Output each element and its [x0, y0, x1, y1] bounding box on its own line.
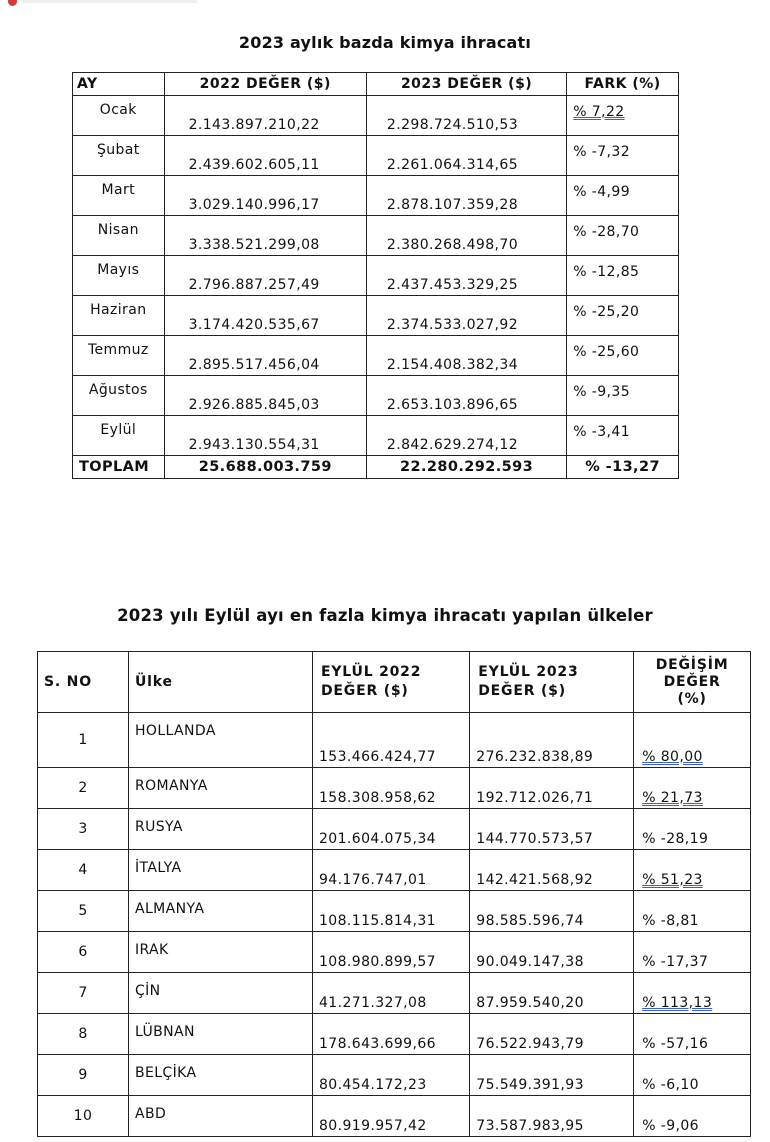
country-cell-text: RUSYA — [134, 819, 183, 835]
change-cell-text: % -17,37 — [642, 954, 709, 970]
serial-no-cell — [38, 850, 129, 891]
country-cell-text: LÜBNAN — [134, 1024, 195, 1040]
value-sept-2023-cell — [470, 932, 634, 973]
header-month: AY — [73, 73, 165, 96]
header-2023-value: 2023 DEĞER ($) — [366, 73, 566, 96]
header-change-line1: DEĞİŞİM — [655, 656, 729, 673]
table-row — [38, 932, 751, 973]
table-row — [73, 416, 679, 456]
difference-cell — [567, 256, 679, 296]
value-sept-2023-cell-text: 192.712.026,71 — [476, 790, 594, 806]
value-sept-2022-cell-text: 108.115.814,31 — [319, 913, 436, 929]
month-cell-text: Nisan — [97, 222, 139, 238]
value-sept-2022-cell — [313, 973, 470, 1014]
value-2023-cell — [366, 176, 566, 216]
total-2022: 25.688.003.759 — [164, 456, 366, 479]
month-cell — [73, 136, 165, 176]
change-cell-text: % -57,16 — [642, 1036, 709, 1052]
country-cell — [128, 973, 312, 1014]
value-2023-cell — [366, 256, 566, 296]
value-2023-cell — [366, 96, 566, 136]
value-2022-cell-text: 2.439.602.605,11 — [188, 157, 320, 173]
value-2022-cell-text: 2.926.885.845,03 — [188, 397, 320, 413]
header-sept-2022 — [313, 652, 470, 713]
value-sept-2022-cell — [313, 1014, 470, 1055]
country-cell — [128, 1055, 312, 1096]
table-row — [73, 256, 679, 296]
value-sept-2022-cell — [313, 1055, 470, 1096]
value-sept-2022-cell — [313, 768, 470, 809]
difference-cell-text: % -3,41 — [573, 424, 631, 440]
change-cell — [634, 809, 751, 850]
header-change — [634, 652, 751, 713]
serial-no-cell — [38, 1055, 129, 1096]
change-cell — [634, 1014, 751, 1055]
difference-cell-text: % -25,20 — [573, 304, 640, 320]
month-cell-text: Ocak — [99, 102, 137, 118]
value-2023-cell-text: 2.298.724.510,53 — [386, 117, 519, 133]
value-sept-2022-cell-text: 153.466.424,77 — [319, 749, 436, 765]
country-cell-text: ALMANYA — [134, 901, 205, 917]
value-2022-cell-text: 2.895.517.456,04 — [188, 357, 320, 373]
serial-no-cell-text: 3 — [78, 821, 88, 837]
value-2022-cell — [164, 136, 366, 176]
value-2022-cell-text: 3.174.420.535,67 — [188, 317, 320, 333]
change-cell-text: % -8,81 — [642, 913, 699, 929]
difference-cell — [567, 376, 679, 416]
value-sept-2022-cell-text: 201.604.075,34 — [319, 831, 436, 847]
table1-title: 2023 aylık bazda kimya ihracatı — [238, 33, 532, 52]
country-cell-text: HOLLANDA — [134, 723, 216, 739]
logo-mark — [8, 0, 198, 6]
difference-cell — [567, 416, 679, 456]
total-2023: 22.280.292.593 — [366, 456, 566, 479]
value-2023-cell-text: 2.261.064.314,65 — [386, 157, 519, 173]
month-cell — [73, 416, 165, 456]
value-sept-2023-cell-text: 144.770.573,57 — [476, 831, 594, 847]
header-country: Ülke — [128, 652, 312, 713]
header-change-line3: (%) — [677, 690, 707, 707]
value-sept-2022-cell — [313, 1096, 470, 1137]
value-sept-2023-cell-text: 76.522.943,79 — [476, 1036, 584, 1052]
month-cell — [73, 216, 165, 256]
country-export-table — [37, 651, 751, 1137]
value-2022-cell — [164, 416, 366, 456]
change-cell — [634, 932, 751, 973]
header-difference: FARK (%) — [567, 73, 679, 96]
serial-no-cell — [38, 1014, 129, 1055]
serial-no-cell-text: 7 — [78, 985, 88, 1001]
logo-dot-icon — [8, 0, 17, 6]
change-cell — [634, 713, 751, 768]
difference-cell-text: % -28,70 — [573, 224, 640, 240]
table-row — [38, 1055, 751, 1096]
country-cell — [128, 768, 312, 809]
serial-no-cell-text: 1 — [78, 732, 88, 748]
value-sept-2023-cell — [470, 713, 634, 768]
table-row — [73, 96, 679, 136]
serial-no-cell — [38, 973, 129, 1014]
serial-no-cell-text: 8 — [78, 1026, 88, 1042]
total-label: TOPLAM — [73, 456, 165, 479]
month-cell — [73, 96, 165, 136]
country-cell — [128, 713, 312, 768]
value-2022-cell — [164, 256, 366, 296]
value-sept-2022-cell-text: 80.919.957,42 — [319, 1118, 427, 1134]
change-cell-text: % 80,00 — [642, 749, 703, 765]
country-cell — [128, 932, 312, 973]
table-row — [38, 850, 751, 891]
value-sept-2023-cell-text: 98.585.596,74 — [476, 913, 584, 929]
total-row — [73, 456, 679, 479]
table-row — [73, 296, 679, 336]
month-cell — [73, 176, 165, 216]
month-cell-text: Mart — [101, 182, 136, 198]
country-cell — [128, 1014, 312, 1055]
logo-text-line — [22, 0, 197, 3]
difference-cell-text: % 7,22 — [573, 104, 625, 120]
serial-no-cell — [38, 768, 129, 809]
value-sept-2023-cell-text: 142.421.568,92 — [476, 872, 594, 888]
serial-no-cell-text: 2 — [78, 780, 88, 796]
header-sept-2022-line1: EYLÜL 2022 — [321, 664, 422, 680]
difference-cell — [567, 96, 679, 136]
country-cell-text: IRAK — [134, 942, 169, 958]
header-serial-no: S. NO — [38, 652, 129, 713]
change-cell — [634, 1096, 751, 1137]
difference-cell — [567, 296, 679, 336]
value-sept-2022-cell — [313, 850, 470, 891]
table-row — [73, 336, 679, 376]
value-2023-cell — [366, 376, 566, 416]
value-2022-cell — [164, 216, 366, 256]
value-2022-cell — [164, 96, 366, 136]
value-sept-2023-cell — [470, 973, 634, 1014]
value-sept-2022-cell — [313, 891, 470, 932]
country-cell-text: İTALYA — [134, 860, 182, 876]
table-row — [38, 809, 751, 850]
table-row — [73, 376, 679, 416]
header-sept-2023-line1: EYLÜL 2023 — [478, 664, 579, 680]
serial-no-cell — [38, 932, 129, 973]
month-cell — [73, 376, 165, 416]
change-cell — [634, 891, 751, 932]
country-cell-text: BELÇİKA — [134, 1065, 197, 1081]
change-cell — [634, 850, 751, 891]
monthly-export-table — [72, 72, 679, 479]
value-2023-cell — [366, 216, 566, 256]
value-sept-2022-cell-text: 94.176.747,01 — [319, 872, 427, 888]
serial-no-cell-text: 4 — [78, 862, 88, 878]
value-2023-cell — [366, 336, 566, 376]
difference-cell — [567, 216, 679, 256]
change-cell-text: % -6,10 — [642, 1077, 699, 1093]
month-cell — [73, 256, 165, 296]
value-sept-2023-cell-text: 276.232.838,89 — [476, 749, 594, 765]
month-cell — [73, 296, 165, 336]
table-row — [38, 713, 751, 768]
change-cell-text: % 21,73 — [642, 790, 703, 806]
change-cell-text: % 51,23 — [642, 872, 703, 888]
table-row — [38, 768, 751, 809]
value-2023-cell — [366, 416, 566, 456]
table-row — [38, 1096, 751, 1137]
table2-title: 2023 yılı Eylül ayı en fazla kimya ihracatı yapılan ülkeler — [117, 606, 653, 625]
value-sept-2022-cell-text: 108.980.899,57 — [319, 954, 436, 970]
value-2022-cell — [164, 296, 366, 336]
table-row — [73, 216, 679, 256]
value-sept-2022-cell-text: 80.454.172,23 — [319, 1077, 427, 1093]
month-cell-text: Şubat — [96, 142, 140, 158]
header-sept-2023 — [470, 652, 634, 713]
table-header-row — [73, 73, 679, 96]
change-cell — [634, 1055, 751, 1096]
value-sept-2022-cell — [313, 713, 470, 768]
difference-cell-text: % -12,85 — [573, 264, 640, 280]
table-row — [73, 136, 679, 176]
difference-cell-text: % -7,32 — [573, 144, 631, 160]
serial-no-cell-text: 5 — [78, 903, 88, 919]
serial-no-cell — [38, 713, 129, 768]
value-2023-cell-text: 2.380.268.498,70 — [386, 237, 519, 253]
value-sept-2022-cell — [313, 932, 470, 973]
month-cell-text: Haziran — [90, 302, 147, 318]
value-2022-cell — [164, 176, 366, 216]
value-2023-cell-text: 2.842.629.274,12 — [386, 437, 519, 453]
header-sept-2023-line2: DEĞER ($) — [478, 683, 566, 699]
total-difference: % -13,27 — [567, 456, 679, 479]
change-cell-text: % -9,06 — [642, 1118, 699, 1134]
value-2023-cell — [366, 296, 566, 336]
difference-cell — [567, 136, 679, 176]
header-2022-value: 2022 DEĞER ($) — [164, 73, 366, 96]
value-sept-2023-cell — [470, 768, 634, 809]
table-header-row — [38, 652, 751, 713]
value-sept-2022-cell-text: 178.643.699,66 — [319, 1036, 436, 1052]
value-2023-cell-text: 2.437.453.329,25 — [386, 277, 519, 293]
change-cell — [634, 768, 751, 809]
value-sept-2023-cell — [470, 1014, 634, 1055]
country-cell — [128, 1096, 312, 1137]
serial-no-cell — [38, 891, 129, 932]
value-2023-cell-text: 2.154.408.382,34 — [386, 357, 519, 373]
header-sept-2022-line2: DEĞER ($) — [321, 683, 409, 699]
change-cell — [634, 973, 751, 1014]
country-cell — [128, 809, 312, 850]
value-sept-2023-cell — [470, 1096, 634, 1137]
value-sept-2022-cell — [313, 809, 470, 850]
month-cell-text: Ağustos — [88, 382, 148, 398]
country-cell — [128, 850, 312, 891]
value-2022-cell-text: 2.796.887.257,49 — [188, 277, 320, 293]
serial-no-cell-text: 10 — [73, 1108, 93, 1124]
month-cell-text: Temmuz — [87, 342, 149, 358]
value-2023-cell-text: 2.878.107.359,28 — [386, 197, 519, 213]
difference-cell — [567, 336, 679, 376]
value-2023-cell-text: 2.374.533.027,92 — [386, 317, 519, 333]
value-2022-cell — [164, 376, 366, 416]
change-cell-text: % 113,13 — [642, 995, 713, 1011]
header-change-line2: DEĞER — [663, 673, 721, 690]
value-sept-2023-cell-text: 75.549.391,93 — [476, 1077, 584, 1093]
table-row — [38, 1014, 751, 1055]
value-sept-2023-cell — [470, 1055, 634, 1096]
country-cell-text: ABD — [134, 1106, 167, 1122]
value-sept-2023-cell-text: 90.049.147,38 — [476, 954, 584, 970]
value-sept-2023-cell-text: 87.959.540,20 — [476, 995, 584, 1011]
value-sept-2023-cell — [470, 850, 634, 891]
difference-cell-text: % -4,99 — [573, 184, 631, 200]
table-row — [73, 176, 679, 216]
month-cell-text: Mayıs — [97, 262, 140, 278]
value-2022-cell-text: 2.143.897.210,22 — [188, 117, 320, 133]
serial-no-cell — [38, 1096, 129, 1137]
month-cell-text: Eylül — [100, 422, 137, 438]
value-sept-2022-cell-text: 158.308.958,62 — [319, 790, 436, 806]
serial-no-cell-text: 6 — [78, 944, 88, 960]
difference-cell-text: % -9,35 — [573, 384, 631, 400]
value-sept-2022-cell-text: 41.271.327,08 — [319, 995, 427, 1011]
country-cell-text: ÇİN — [134, 983, 161, 999]
table-row — [38, 973, 751, 1014]
value-2022-cell-text: 2.943.130.554,31 — [188, 437, 320, 453]
value-2023-cell-text: 2.653.103.896,65 — [386, 397, 519, 413]
value-sept-2023-cell-text: 73.587.983,95 — [476, 1118, 584, 1134]
difference-cell-text: % -25,60 — [573, 344, 640, 360]
value-2022-cell-text: 3.338.521.299,08 — [188, 237, 320, 253]
change-cell-text: % -28,19 — [642, 831, 709, 847]
month-cell — [73, 336, 165, 376]
value-2022-cell-text: 3.029.140.996,17 — [188, 197, 320, 213]
value-sept-2023-cell — [470, 809, 634, 850]
country-cell — [128, 891, 312, 932]
value-sept-2023-cell — [470, 891, 634, 932]
serial-no-cell — [38, 809, 129, 850]
value-2022-cell — [164, 336, 366, 376]
country-cell-text: ROMANYA — [134, 778, 208, 794]
value-2023-cell — [366, 136, 566, 176]
table-row — [38, 891, 751, 932]
serial-no-cell-text: 9 — [78, 1067, 88, 1083]
difference-cell — [567, 176, 679, 216]
